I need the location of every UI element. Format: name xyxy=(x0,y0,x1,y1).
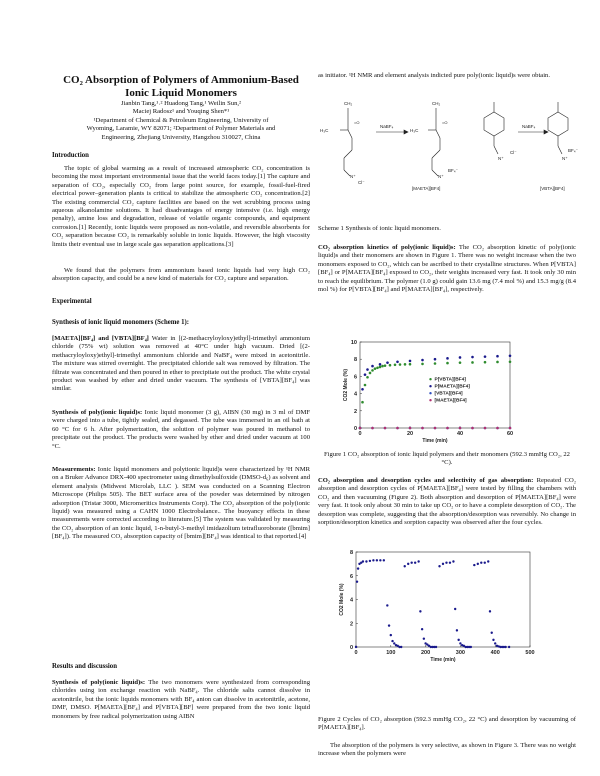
data-point xyxy=(492,639,494,641)
data-point xyxy=(381,365,384,368)
data-point xyxy=(394,363,397,366)
data-point xyxy=(374,367,377,370)
data-point xyxy=(509,360,512,363)
affiliation-line: Engineering, Zhejiang University, Hangzhou 310027, China xyxy=(101,133,261,141)
data-point xyxy=(391,640,393,642)
data-point xyxy=(471,356,474,359)
figure-1-caption xyxy=(318,451,576,468)
paragraph-text: Ionic liquid monomers and polytionic liquid)s were characterized by ¹H NMR on a Bruker Advance DRX-400 spectrometer using dimethylsulfoxide (DMSO-d₆) as solvent and element analysis (Midwest Microlab, LLC ). SEM was conducted on a Scanning Electron Microscope (Philips 505). The BET surface area of the powder was determined by nitrogen adsorption (Tristar 3000, Micromeritics Instruments Corp). The CO₂ absorption of the poly(ionic liquid) was measured using a CAHN 1000 Electrobalance.. The buoyancy effects in these measurements were corrected according to literature.[5] The system was validated by measuring the CO₂ absorption of an ionic liquid, 1-n-butyl-3-methyl imidazolium tetrafluoroborate ([bmim][BF₄]). The measured CO₂ absorption capacity of [bmim][BF₄] was identical to that reported.[4] xyxy=(52,466,310,541)
caption-text: Figure 2 Cycles of CO₂ absorption (592.3 mmHg CO₂, 22 °C) and desorption by vacuuming of P[MAETA][BF₄]. xyxy=(318,716,576,732)
exp-paragraph-2 xyxy=(52,409,310,451)
results-paragraph-1 xyxy=(52,679,310,721)
legend-marker xyxy=(429,392,431,394)
author-block xyxy=(52,100,310,142)
figure-2-chart xyxy=(318,546,576,663)
data-point xyxy=(445,561,447,563)
legend-marker xyxy=(429,378,431,380)
data-point xyxy=(400,646,402,648)
affiliation-line: Wyoming, Laramie, WY 82071; ²Department of Polymer Materials and xyxy=(86,125,276,133)
data-point xyxy=(421,359,424,362)
right-paragraph-0 xyxy=(318,72,576,80)
paragraph-lead: Synthesis of poly(ionic liquid)s: xyxy=(52,679,146,686)
data-point xyxy=(442,563,444,565)
intro-paragraph-1 xyxy=(52,165,310,249)
data-point xyxy=(509,354,512,357)
data-point xyxy=(421,427,424,430)
paragraph-text: Ionic liquid monomer (3 g), AIBN (30 mg) in 3 ml of DMF were charged into a tube, tightly sealed, and degassed. The tube was immersed in an oil bath at 60 °C for 6 h. After polymerization, the solution of polymer was poured in methanol to precipitate out the product. The products were washed by ether and dried under vacuum at 100 °C. xyxy=(52,409,310,450)
data-point xyxy=(371,365,374,368)
data-point xyxy=(404,363,407,366)
data-point xyxy=(361,401,364,404)
data-point xyxy=(446,427,449,430)
data-point xyxy=(434,358,437,361)
right-paragraph-3 xyxy=(318,742,576,759)
legend-label: [MAETA][BF4] xyxy=(434,398,467,404)
x-tick-label: 60 xyxy=(506,431,514,437)
right-paragraph-1 xyxy=(318,244,576,294)
data-point xyxy=(494,642,496,644)
subheading-monomers: Synthesis of ionic liquid monomers (Scheme 1): xyxy=(52,319,190,326)
x-tick-label: 500 xyxy=(525,650,535,656)
scheme-label-h3c: H₃C xyxy=(320,128,329,133)
data-point xyxy=(386,361,389,364)
y-tick-label: 0 xyxy=(349,645,353,651)
data-point xyxy=(509,427,512,430)
data-point xyxy=(491,632,493,634)
data-point xyxy=(452,560,454,562)
intro-paragraph-2 xyxy=(52,267,310,284)
data-point xyxy=(449,561,451,563)
data-point xyxy=(376,367,379,370)
data-point xyxy=(384,364,387,367)
legend-label: [VBTA][BF4] xyxy=(434,391,463,397)
data-point xyxy=(484,361,487,364)
data-point xyxy=(477,563,479,565)
legend-marker xyxy=(429,399,431,401)
y-axis-label: CO2 Mole (%) xyxy=(343,368,349,402)
data-point xyxy=(409,363,412,366)
y-tick-label: 6 xyxy=(353,374,357,381)
data-point xyxy=(457,639,459,641)
y-tick-label: 2 xyxy=(353,408,357,415)
data-point xyxy=(480,561,482,563)
data-point xyxy=(421,628,423,630)
scheme-label-cl: Cl⁻ xyxy=(358,180,365,185)
data-point xyxy=(487,560,489,562)
data-point xyxy=(372,559,374,561)
caption-text: Scheme 1 Synthesis of ionic liquid monomers. xyxy=(318,225,441,232)
data-point xyxy=(389,364,392,367)
data-point xyxy=(417,560,419,562)
data-point xyxy=(484,561,486,563)
data-point xyxy=(446,362,449,365)
data-point xyxy=(470,646,472,648)
data-point xyxy=(454,608,456,610)
data-point xyxy=(356,580,358,582)
scheme-label-nabf4: NaBF₄ xyxy=(522,124,536,129)
data-point xyxy=(459,642,461,644)
x-tick-label: 20 xyxy=(406,431,414,437)
data-point xyxy=(484,355,487,358)
x-tick-label: 200 xyxy=(421,650,431,656)
data-point xyxy=(459,427,462,430)
svg-text:=O: =O xyxy=(442,120,448,125)
y-tick-label: 10 xyxy=(350,340,357,346)
right-paragraph-2 xyxy=(318,477,576,527)
data-point xyxy=(434,427,437,430)
data-point xyxy=(459,356,462,359)
data-point xyxy=(438,565,440,567)
data-point xyxy=(419,610,421,612)
scheme-label-maeta: [MAETA][BF4] xyxy=(412,186,441,191)
data-point xyxy=(446,357,449,360)
intro-text: We found that the polymers from ammonium based ionic liquids had very high CO₂ absorption capacity, and could be a new kind of materials for CO₂ capture and separation. xyxy=(52,267,310,283)
exp-paragraph-1 xyxy=(52,335,310,394)
scheme-label-h3c: H₃C xyxy=(410,128,419,133)
data-point xyxy=(410,561,412,563)
paragraph-lead: Synthesis of poly(ionic liquid)s: xyxy=(52,409,143,416)
data-point xyxy=(359,427,362,430)
data-point xyxy=(471,427,474,430)
paragraph-text: as initiator. ¹H NMR and element analysis indicted pure poly(ionic liquid)s were obtain. xyxy=(318,72,550,79)
data-point xyxy=(364,384,367,387)
x-tick-label: 0 xyxy=(354,650,358,656)
y-tick-label: 0 xyxy=(353,426,357,432)
paragraph-lead: [MAETA][BF₄] and [VBTA][BF₄] xyxy=(52,335,149,342)
scheme-1-diagram xyxy=(318,92,576,192)
data-point xyxy=(414,561,416,563)
scheme-label-nabf4: NaBF₄ xyxy=(380,124,394,129)
scheme-label-vbta: [VBTA][BF4] xyxy=(540,186,565,191)
affiliation-line: ¹Department of Chemical & Petroleum Engineering, University of xyxy=(93,116,269,124)
data-point xyxy=(362,560,364,562)
data-point xyxy=(366,368,369,371)
x-tick-label: 100 xyxy=(386,650,396,656)
results-heading: Results and discussion xyxy=(52,663,117,670)
data-point xyxy=(386,604,388,606)
data-point xyxy=(393,642,395,644)
scheme-label-bf4: BF₄⁻ xyxy=(568,148,578,153)
y-tick-label: 6 xyxy=(349,573,353,580)
data-point xyxy=(369,372,372,375)
data-point xyxy=(384,427,387,430)
svg-text:=O: =O xyxy=(354,120,360,125)
scheme-label-n: N⁺ xyxy=(438,174,444,179)
paragraph-text: The two monomers were synthesized from corresponding chlorides using ion exchange reaction with NaBF₄. The chloride salts cannot dissolve in acetonitrile, but the ionic liquids monomers with BF₄ anion can dissolve in acetonitrile, acetone, DMF, DMSO. P[MAETA][BF₄] and P[VBTA][BF] were prepared from the two ionic liquid monomers by free radical polymerization using AIBN xyxy=(52,679,310,720)
data-point xyxy=(435,646,437,648)
data-point xyxy=(496,355,499,358)
data-point xyxy=(364,373,367,376)
data-point xyxy=(473,564,475,566)
plot-frame xyxy=(356,552,530,647)
x-tick-label: 300 xyxy=(455,650,465,656)
intro-heading: Introduction xyxy=(52,152,89,159)
author-line: Jianbin Tang,¹˒² Huadong Tang,¹ Weilin Sun,² xyxy=(120,100,241,107)
data-point xyxy=(376,559,378,561)
legend-label: P[VBTA][BF4] xyxy=(434,377,466,383)
scheme-label-cl: Cl⁻ xyxy=(510,150,517,155)
data-point xyxy=(496,427,499,430)
y-axis-label: CO2 Mole (%) xyxy=(339,583,345,616)
x-axis-label: Time (min) xyxy=(430,657,456,663)
figure-2-caption xyxy=(318,716,576,733)
caption-text: Figure 1 CO₂ absorption of ionic liquid polymers and their monomers (592.3 mmHg CO₂, 22 °C). xyxy=(324,451,570,467)
author-line: Maciej Radosz¹ and Youqing Shen*¹ xyxy=(132,108,230,116)
data-point xyxy=(355,646,357,648)
y-tick-label: 4 xyxy=(353,391,357,398)
data-point xyxy=(434,362,437,365)
data-point xyxy=(365,560,367,562)
scheme-label-bf4: BF₄⁻ xyxy=(448,168,458,173)
data-point xyxy=(404,565,406,567)
data-point xyxy=(484,427,487,430)
scheme-label-ch2: CH₂ xyxy=(344,101,353,106)
data-point xyxy=(371,427,374,430)
y-tick-label: 8 xyxy=(353,357,357,364)
data-point xyxy=(496,361,499,364)
data-point xyxy=(379,363,382,366)
x-axis-label: Time (min) xyxy=(422,438,448,444)
data-point xyxy=(396,427,399,430)
figure-1-chart xyxy=(318,336,576,448)
data-point xyxy=(366,376,369,379)
scheme-label-ch2: CH₂ xyxy=(432,101,441,106)
data-point xyxy=(371,369,374,372)
intro-text: The topic of global warming as a result of increased atmospheric CO₂ concentration is becoming the most important environmental issue that the world faces today.[1] The capture and separation of CO₂, especially CO₂ from large point source, for example, fossil-fuel-fired electrical power–generation plants is critical to stabilize the atmospheric CO₂ concentration.[2] The existing commercial CO₂ capture facilities are based on the wet scrubbing process using aqueous alkanolamine solutions. It had disadvantages of energy intensive (i.e. high energy penalty), amine loss and degradation, release of volatile organic compounds, and equipment corrosion.[1] Recently, ionic liquids were proposed as non-volatile, and reversible absorbents for CO₂ separation because CO₂ is remarkably soluble in ionic liquids. However, the high viscosity limits their eventual use in large scale gas separation applications.[3] xyxy=(52,165,310,248)
data-point xyxy=(459,361,462,364)
paragraph-text: The CO₂ absorption kinetic of poly(ionic liquid)s and their monomers are shown in Figure 1. There was no weight increase when the two monomers exposed to CO₂, which can be ascribed to their crystalline structures. When P[VBTA][BF₄] or P[MAETA][BF₄] exposed to CO₂, their weights increased very fast. It took only 30 min to reach the equilibrium. The polymer (1.0 g) could gain 13.6 mg (7.4 mol %) and 15.3 mg/g (8.4 mol %) for P[VBTA][BF₄] and P[MAETA][BF₄], respectively. xyxy=(318,244,576,294)
paragraph-text: The absorption of the polymers is very selective, as shown in Figure 3. There was no weight increase when the polymers were xyxy=(318,742,576,758)
data-point xyxy=(409,427,412,430)
data-point xyxy=(369,560,371,562)
x-tick-label: 0 xyxy=(358,431,362,437)
y-tick-label: 4 xyxy=(349,597,353,604)
data-point xyxy=(361,388,364,391)
data-point xyxy=(504,646,506,648)
paragraph-text: Repeated CO₂ absorption and desorption cycles of P[MAETA][BF₄] were tested by filling the chambers with CO₂ and then vacuuming (Figure 2). Both absorption and desorption of P[MAETA][BF₄] were very fast. It took only about 30 min to take up CO₂ or to have a complete desorption of CO₂. The desorption was complete, suggesting that the absorption/desorption was reversibly. No change in sorption/desorption kinetics and sorption capacity was observed after the four cycles. xyxy=(318,477,577,527)
data-point xyxy=(379,559,381,561)
data-point xyxy=(471,361,474,364)
paragraph-lead: CO₂ absorption kinetics of poly(ionic liquid)s: xyxy=(318,244,456,251)
scheme-label-n: N⁺ xyxy=(350,174,356,179)
paragraph-text: Water in [(2-methacryloyloxy)ethyl]-trimethyl ammonium chloride (75% wt) solution was removed at 40°C under high vacuum. Dried [(2-methacryloyloxy)ethyl]-trimethyl ammonium chloride and NaBF₄ were mixed in acetonitrile. The mixture was stirred overnight. The precipitated chloride salt was removed by filtration. The filtrate was concentrated and then poured in ether to precipitate out the product. The white crystal product was washed by ether and dried under vacuum. The synthesis of [VBTA][BF₄] was similar. xyxy=(52,335,310,393)
data-point xyxy=(383,559,385,561)
data-point xyxy=(508,646,510,648)
data-point xyxy=(409,360,412,363)
scheme-caption xyxy=(318,225,576,233)
paper-title: CO₂ Absorption of Polymers of Ammonium-Based Ionic Liquid Monomers xyxy=(63,74,299,99)
scheme-label-n: N⁺ xyxy=(498,156,504,161)
data-point xyxy=(489,610,491,612)
data-point xyxy=(421,363,424,366)
legend-label: P[MAETA][BF4] xyxy=(434,384,470,390)
x-tick-label: 40 xyxy=(456,431,464,437)
exp-paragraph-3 xyxy=(52,466,310,542)
data-point xyxy=(407,563,409,565)
x-tick-label: 400 xyxy=(490,650,500,656)
data-point xyxy=(390,634,392,636)
paragraph-lead: Measurements: xyxy=(52,466,96,473)
data-point xyxy=(396,360,399,363)
data-point xyxy=(456,629,458,631)
data-point xyxy=(399,363,402,366)
data-point xyxy=(388,624,390,626)
scheme-label-n: N⁺ xyxy=(562,156,568,161)
data-point xyxy=(379,366,382,369)
y-tick-label: 8 xyxy=(349,550,353,556)
data-point xyxy=(423,637,425,639)
legend-marker xyxy=(429,385,431,387)
paragraph-lead: CO₂ absorption and desorption cycles and selectivity of gas absorption: xyxy=(318,477,534,484)
data-point xyxy=(357,567,359,569)
experimental-heading: Experimental xyxy=(52,298,92,305)
y-tick-label: 2 xyxy=(349,621,353,628)
